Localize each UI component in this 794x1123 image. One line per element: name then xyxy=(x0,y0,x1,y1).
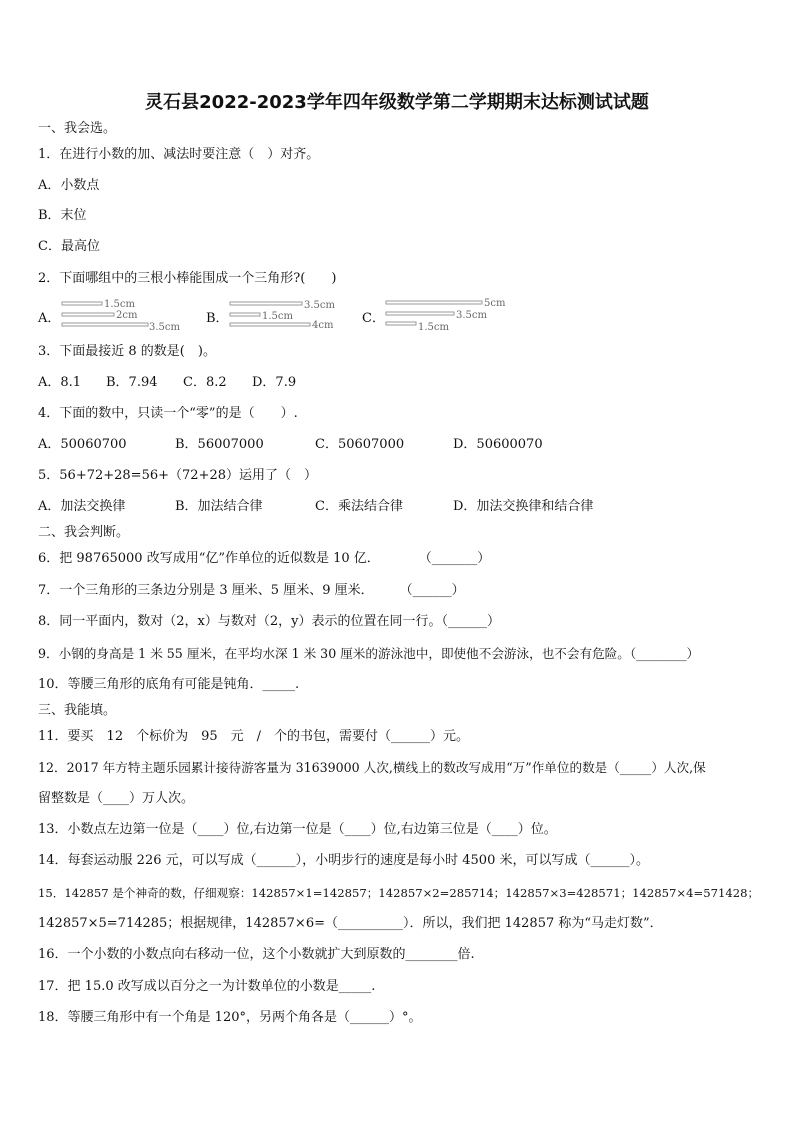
q2-stick-options xyxy=(38,298,558,334)
q5-option-c: C．乘法结合律 xyxy=(315,499,403,514)
q3-option-d: D．7.9 xyxy=(252,375,297,390)
stick-b2 xyxy=(230,313,260,316)
question-18: 18．等腰三角形中有一个角是 120°，另两个角各是（______）°。 xyxy=(38,1010,422,1025)
page-title: 灵石县2022-2023学年四年级数学第二学期期末达标测试试题 xyxy=(145,92,649,113)
question-15-line-1: 15．142857 是个神奇的数，仔细观察：142857×1=142857；142857×2=285714；142857×3=428571；142857×4=571428； xyxy=(38,886,760,900)
section-heading-choice: 一、我会选。 xyxy=(38,121,117,136)
q4-option-d: D．50600070 xyxy=(453,437,543,452)
stick-c1-label: 5cm xyxy=(484,298,506,309)
stick-b3-label: 4cm xyxy=(312,320,334,331)
question-4: 4．下面的数中，只读一个“零”的是（ ）. xyxy=(38,406,298,421)
question-7: 7．一个三角形的三条边分别是 3 厘米、5 厘米、9 厘米． （______） xyxy=(38,583,465,598)
section-heading-judge: 二、我会判断。 xyxy=(38,525,130,540)
question-3: 3．下面最接近 8 的数是( )。 xyxy=(38,344,216,359)
q2-option-a: A． xyxy=(38,311,61,326)
q5-option-a: A．加法交换律 xyxy=(38,499,126,514)
stick-a1-label: 1.5cm xyxy=(104,299,135,310)
stick-c2 xyxy=(386,312,454,315)
q1-option-c: C．最高位 xyxy=(38,239,100,254)
question-17: 17．把 15.0 改写成以百分之一为计数单位的小数是_____. xyxy=(38,979,376,994)
question-5: 5．56+72+28=56+（72+28）运用了（ ） xyxy=(38,468,317,483)
stick-diagram xyxy=(38,298,558,334)
question-12-line-1: 12．2017 年方特主题乐园累计接待游客量为 31639000 人次,横线上的数改写成用“万”作单位的数是（_____）人次,保 xyxy=(38,760,706,775)
question-11: 11．要买 12 个标价为 95 元 / 个的书包，需要付（______）元。 xyxy=(38,729,470,744)
question-10: 10．等腰三角形的底角有可能是钝角．_____. xyxy=(38,677,300,692)
stick-b2-label: 1.5cm xyxy=(262,311,293,322)
stick-a2-label: 2cm xyxy=(116,310,138,321)
q4-option-c: C．50607000 xyxy=(315,437,405,452)
stick-c3-label: 1.5cm xyxy=(418,322,449,333)
q4-options xyxy=(38,437,598,453)
stick-c2-label: 3.5cm xyxy=(456,310,487,321)
q1-option-b: B．末位 xyxy=(38,208,87,223)
stick-b1 xyxy=(230,302,302,305)
q5-option-b: B．加法结合律 xyxy=(175,499,263,514)
q3-options xyxy=(38,375,338,391)
question-16: 16．一个小数的小数点向右移动一位，这个小数就扩大到原数的________倍. xyxy=(38,947,475,962)
q3-option-b: B．7.94 xyxy=(106,375,158,390)
q1-option-a: A．小数点 xyxy=(38,178,100,193)
q4-option-b: B．56007000 xyxy=(175,437,264,452)
q5-options xyxy=(38,499,658,515)
stick-b3 xyxy=(230,323,310,326)
q2-option-c: C． xyxy=(362,311,385,326)
question-6: 6．把 98765000 改写成用“亿”作单位的近似数是 10 亿． （_______） xyxy=(38,551,491,566)
stick-c1 xyxy=(386,301,482,304)
stick-b1-label: 3.5cm xyxy=(304,300,335,311)
question-1: 1．在进行小数的加、减法时要注意（ ）对齐。 xyxy=(38,147,320,162)
question-15-line-2: 142857×5=714285；根据规律，142857×6=（__________）．所以，我们把 142857 称为“马走灯数”． xyxy=(38,916,663,931)
q4-option-a: A．50060700 xyxy=(38,437,127,452)
q5-option-d: D．加法交换律和结合律 xyxy=(453,499,594,514)
stick-a3 xyxy=(62,323,148,326)
q2-option-b: B． xyxy=(206,311,229,326)
question-2: 2．下面哪组中的三根小棒能围成一个三角形?( ) xyxy=(38,271,337,286)
section-heading-fill: 三、我能填。 xyxy=(38,703,117,718)
question-9: 9．小钢的身高是 1 米 55 厘米，在平均水深 1 米 30 厘米的游泳池中，即使他不会游泳，也不会有危险。（________） xyxy=(38,646,700,661)
stick-a3-label: 3.5cm xyxy=(149,322,180,333)
stick-c3 xyxy=(386,322,416,325)
stick-a1 xyxy=(62,302,102,305)
q3-option-c: C．8.2 xyxy=(183,375,227,390)
stick-a2 xyxy=(62,313,114,316)
question-14: 14．每套运动服 226 元，可以写成（______），小明步行的速度是每小时 4500 米，可以写成（______）。 xyxy=(38,853,649,868)
question-12-line-2: 留整数是（____）万人次。 xyxy=(38,791,195,806)
question-8: 8．同一平面内，数对（2，x）与数对（2，y）表示的位置在同一行。（______） xyxy=(38,614,500,629)
q3-option-a: A．8.1 xyxy=(38,375,82,390)
question-13: 13．小数点左边第一位是（____）位,右边第一位是（____）位,右边第三位是（____）位。 xyxy=(38,822,557,837)
